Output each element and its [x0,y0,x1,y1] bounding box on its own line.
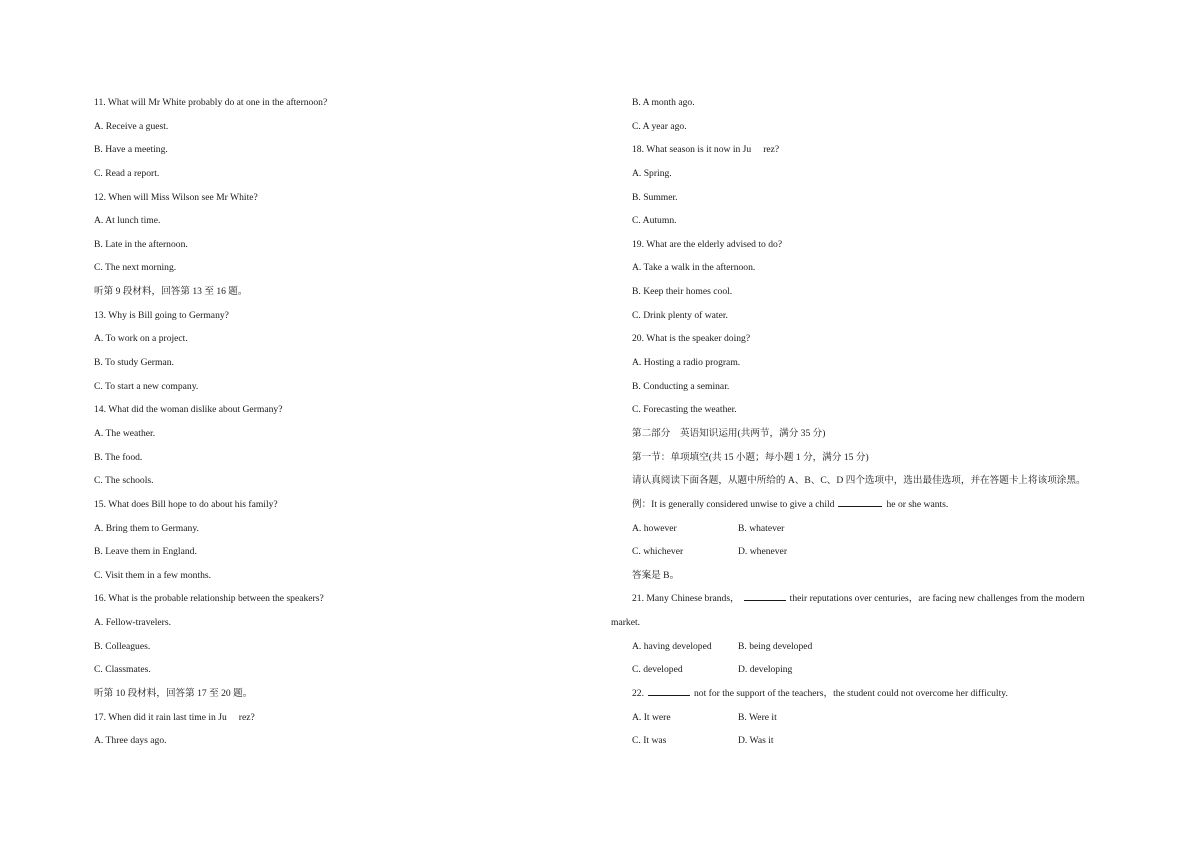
option-d: D. Was it [738,735,774,747]
text-line: A. At lunch time. [94,215,161,227]
text-line: 20. What is the speaker doing? [632,333,751,345]
section-heading: 第二部分 英语知识运用(共两节，满分 35 分) [632,427,826,439]
answer-blank [838,497,882,507]
text-line: B. To study German. [94,357,174,369]
text-line: B. Late in the afternoon. [94,238,188,250]
text-line: C. To start a new company. [94,380,199,392]
option-b: B. being developed [738,640,813,652]
question-18 [611,142,1141,166]
text-line: A. Spring. [632,167,672,179]
option-row [611,662,1141,686]
option-a: A. having developed [632,640,712,652]
text-line: 15. What does Bill hope to do about his family? [94,498,278,510]
text-line: C. Drink plenty of water. [632,309,728,321]
text-line: 16. What is the probable relationship between the speakers? [94,593,324,605]
text-line: A. Receive a guest. [94,120,169,132]
option-a: A. however [632,522,677,534]
text-line: C. A year ago. [632,120,687,132]
text-line: B. Summer. [632,191,678,203]
example-answer: 答案是 B。 [632,569,680,581]
option-d: D. developing [738,664,793,676]
text-line: B. Have a meeting. [94,144,168,156]
text-line: A. Hosting a radio program. [632,357,741,369]
question-21-continuation: market. [611,617,641,629]
option-row [611,733,1141,757]
text-line: B. The food. [94,451,143,463]
text-line: A. Three days ago. [94,735,167,747]
text-line: C. Forecasting the weather. [632,404,737,416]
text-line: 11. What will Mr White probably do at one in the afternoon? [94,97,328,108]
text-line: C. Read a report. [94,167,160,179]
example-question [611,497,1141,521]
text-line: 19. What are the elderly advised to do? [632,238,783,250]
question-21-start: 21. Many Chinese brands， [632,593,740,605]
text-line: A. Take a walk in the afternoon. [632,262,756,274]
text-line: B. Conducting a seminar. [632,380,730,392]
option-c: C. developed [632,664,683,676]
text-line: 13. Why is Bill going to Germany? [94,309,229,321]
option-row [611,521,1141,545]
question-21 [611,591,1141,615]
left-column [94,95,574,757]
question-22 [611,686,1141,710]
option-b: B. Were it [738,711,777,723]
text-line: A. The weather. [94,427,156,439]
question-18-start: 18. What season is it now in Ju [632,144,752,156]
question-22-start: 22. [632,688,644,700]
text-line: C. The next morning. [94,262,177,274]
option-a: A. It were [632,711,671,723]
option-b: B. whatever [738,522,785,534]
right-column [611,95,1141,757]
answer-blank [648,686,690,696]
text-line: C. Classmates. [94,664,151,676]
text-line: A. Bring them to Germany. [94,522,199,534]
text-line: 听第 9 段材料，回答第 13 至 16 题。 [94,286,248,298]
example-start: 例：It is generally considered unwise to give a child [632,498,835,510]
text-line: C. The schools. [94,475,154,487]
question-17-end: rez? [238,711,255,723]
text-line: C. Autumn. [632,215,677,227]
subsection-heading: 第一节：单项填空(共 15 小题；每小题 1 分，满分 15 分) [632,451,869,463]
text-line: 听第 10 段材料，回答第 17 至 20 题。 [94,688,253,700]
question-17-start: 17. When did it rain last time in Ju [94,711,227,723]
text-line: B. Colleagues. [94,640,151,652]
option-d: D. whenever [738,546,788,558]
text-line: B. A month ago. [632,97,695,108]
answer-blank [744,591,786,601]
example-end: he or she wants. [886,498,949,510]
question-18-end: rez? [763,144,780,156]
option-c: C. It was [632,735,667,747]
text-line: B. Keep their homes cool. [632,286,733,298]
question-17 [94,710,574,734]
text-line: 12. When will Miss Wilson see Mr White? [94,191,258,203]
text-line: C. Visit them in a few months. [94,569,212,581]
option-row [611,710,1141,734]
text-line: A. Fellow-travelers. [94,617,171,629]
text-line: A. To work on a project. [94,333,188,345]
text-line: B. Leave them in England. [94,546,197,558]
option-row [611,544,1141,568]
option-c: C. whichever [632,546,684,558]
option-row [611,639,1141,663]
text-line: 14. What did the woman dislike about Germany? [94,404,283,416]
question-22-end: not for the support of the teachers，the student could not overcome her difficulty. [694,688,1008,700]
question-21-end: their reputations over centuries，are facing new challenges from the modern [789,593,1085,605]
instructions: 请认真阅读下面各题，从题中所给的 A、B、C、D 四个选项中，选出最佳选项，并在答题卡上将该项涂黑。 [632,475,1086,487]
